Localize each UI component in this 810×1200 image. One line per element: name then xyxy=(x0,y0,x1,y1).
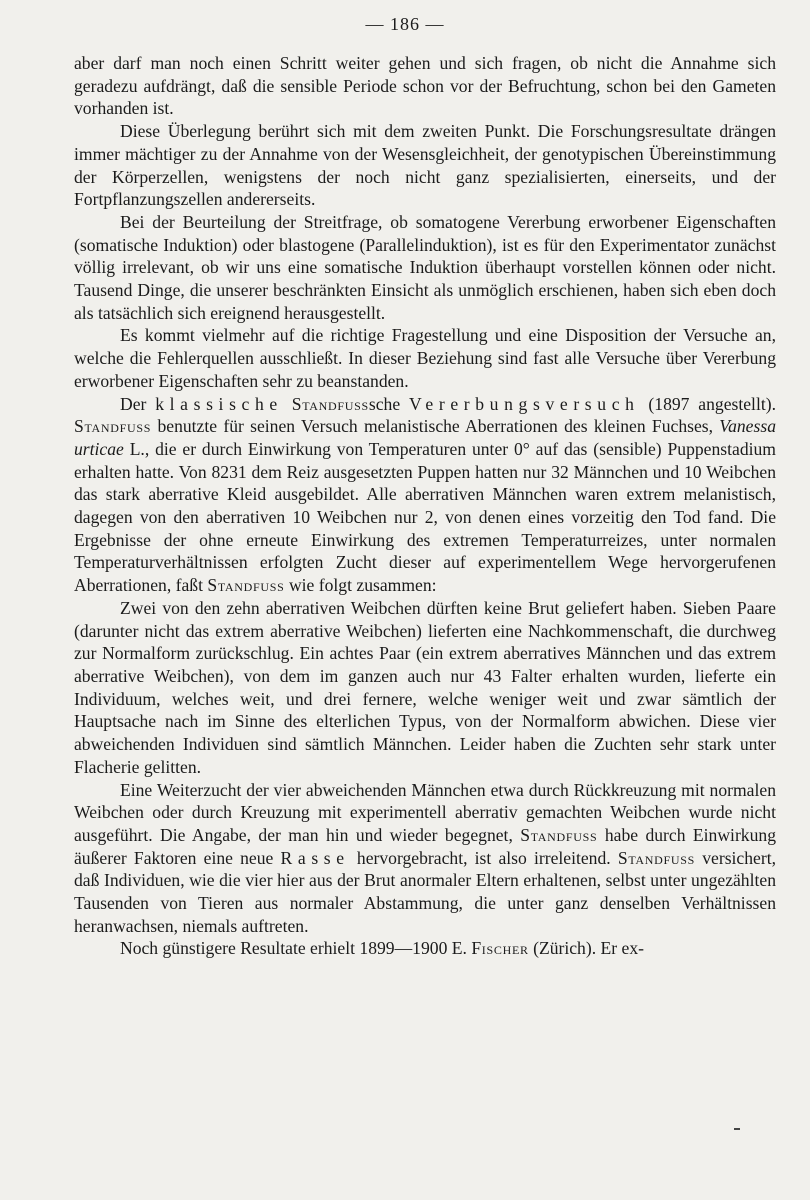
author-name: Standfuss xyxy=(291,393,369,414)
paragraph-continuation xyxy=(74,52,776,120)
print-speck xyxy=(734,1128,740,1130)
text-run: aber darf man noch einen Schritt weiter gehen und sich fragen, ob nicht die Annahme sich geradezu aufdrängt, daß die sensible Periode schon vor der Befruchtung, schon bei den Gameten vorhanden ist. xyxy=(74,53,776,119)
paragraph-standfuss-versuch xyxy=(74,393,776,597)
author-name: Standfuss xyxy=(520,824,598,845)
author-name: Standfuss xyxy=(617,847,696,868)
author-name: Standfuss xyxy=(74,416,152,437)
text-run: Bei der Beurteilung der Streitfrage, ob somatogene Vererbung erworbener Eigenschaften (somatische Induktion) oder blastogene (Parallelinduktion), ist es für den Experimentator zunächst völlig irrelevant, ob wir uns eine somatische Induktion überhaupt vorstellen können oder nicht. Tausend Dinge, die unserer beschränkten Einsicht als unmöglich erschienen, haben sich eben doch als tatsächlich sich ereignend herausgestellt. xyxy=(74,211,776,323)
paragraph-fragestellung xyxy=(74,324,776,392)
paragraph-weiterzucht xyxy=(74,779,776,938)
paragraph-fischer xyxy=(74,937,776,960)
spaced-term: Vererbungsversuch xyxy=(409,393,640,414)
body-text xyxy=(74,52,776,960)
text-run: Es kommt vielmehr auf die richtige Fragestellung und eine Disposition der Versuche an, welche die Fehlerquellen ausschließt. In dieser Beziehung sind fast alle Versuche über Vererbung erworbener Eigenschaften sehr zu beanstanden. xyxy=(74,325,776,391)
author-name: Standfuss xyxy=(207,575,285,596)
paragraph-ergebnisse xyxy=(74,597,776,779)
text-run: wie folgt zusammen: xyxy=(284,575,437,596)
text-run: versichert, daß Individuen, wie die vier hier aus der Brut anormaler Eltern erhaltenen, selbst unter ungezählten Tausenden von Tieren aus normaler Abstammung, die unter ganz denselben Verhältnissen heranwachsen, niemals auftreten. xyxy=(74,847,776,936)
text-run: (Zürich). Er ex- xyxy=(528,938,644,959)
paragraph-streitfrage xyxy=(74,211,776,325)
text-run: Der xyxy=(120,393,156,414)
text-run: sche xyxy=(368,393,409,414)
text-run xyxy=(283,394,292,414)
text-run: hervorgebracht, ist also irreleitend. xyxy=(349,847,618,868)
spaced-term: Rasse xyxy=(280,847,350,868)
species-name: Vanessa urticae xyxy=(74,416,776,459)
text-run: Diese Überlegung berührt sich mit dem zweiten Punkt. Die Forschungsresultate drängen immer mächtiger zu der Annahme von der Wesensgleichheit, der genotypischen Übereinstimmung der Körperzellen, wenigstens der noch nicht ganz spezialisierten, einerseits, und der Fortpflanzungszellen andererseits. xyxy=(74,121,776,210)
text-run: benutzte für seinen Versuch melanistische Aberrationen des kleinen Fuchses, xyxy=(151,416,720,437)
text-run: (1897 angestellt). xyxy=(639,393,776,414)
text-run: Eine Weiterzucht der vier abweichenden Männchen etwa durch Rückkreuzung mit normalen Weibchen oder durch Kreuzung mit experimentell aberrativ gemachten Weibchen wurde nicht ausgeführt. Die Angabe, der man hin und wieder begegnet, xyxy=(74,779,776,845)
text-run: L., die er durch Einwirkung von Temperaturen unter 0° auf das (sensible) Puppenstadium erhalten hatte. Von 8231 dem Reiz ausgesetzten Puppen hatten nur 32 Männchen und 10 Weibchen das stark aberrative Kleid ausgebildet. Alle aberrativen Männchen waren extrem melanistisch, dagegen von den aberrativen 10 Weibchen nur 2, von denen eines vorzeitig den Tod fand. Die Ergebnisse der ohne erneute Einwirkung des extremen Temperaturreizes, unter normalen Temperaturverhältnissen erfolgten Zucht dieser auf experimentellem Wege hervorgerufenen Aberrationen, faßt xyxy=(74,438,776,596)
page-number: — 186 — xyxy=(365,14,445,34)
text-run: habe durch Einwirkung äußerer Faktoren eine neue xyxy=(74,824,776,868)
text-run: Zwei von den zehn aberrativen Weibchen dürften keine Brut geliefert haben. Sieben Paare (darunter nicht das extrem aberrative Weibchen) lieferten eine Nachkommenschaft, die durchweg zur Normalform zurückschlug. Ein achtes Paar (ein extrem aberratives Männchen und das extrem aberrative Weibchen), von dem im ganzen auch nur 43 Falter erhalten wurden, lieferte ein Individuum, welches weit, und drei fernere, welche weniger weit und zwar sämtlich der Hauptsache nach im Sinne des elterlichen Typus, von der Normalform abwichen. Diese vier abweichenden Individuen sind sämtlich Männchen. Leider haben die Zuchten sehr stark unter Flacherie gelitten. xyxy=(74,597,776,777)
text-run: Noch günstigere Resultate erhielt 1899—1900 E. xyxy=(120,938,472,959)
author-name: Fischer xyxy=(471,938,529,959)
paragraph-ueberlegung xyxy=(74,120,776,211)
spaced-term: klassische xyxy=(155,393,283,414)
